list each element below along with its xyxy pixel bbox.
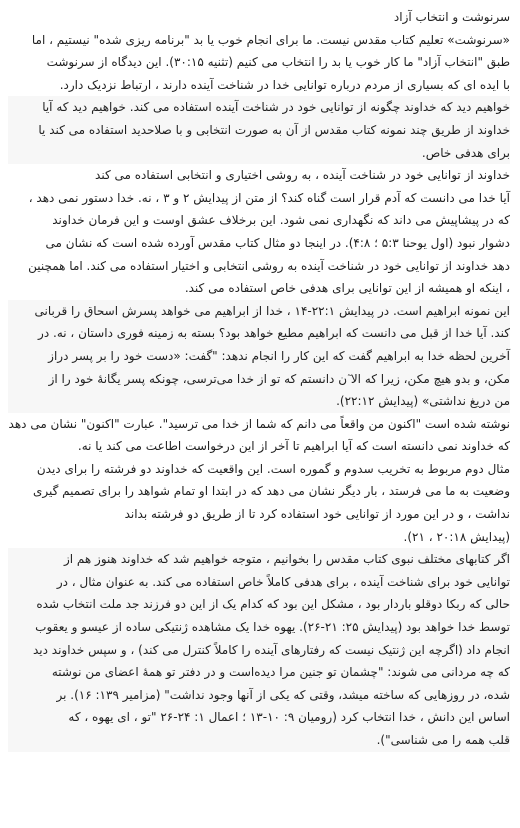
text-line: قلب همه را می شناسی"). xyxy=(376,733,510,747)
paragraph xyxy=(8,164,510,300)
text-line: خداوند از توانایی خود در شناخت آینده ، به روشی اختیاری و انتخابی استفاده می کند xyxy=(95,168,510,183)
text-line: اگر کتابهای مختلف نبوی کتاب مقدس را بخوانیم ، متوجه خواهیم شد که خداوند هنوز هم از xyxy=(63,552,510,567)
text-line: مکن، و بدو هیچ مکن، زیرا که الا ٓن دانستم که تو از خدا می‌ترسی، چونکه پسر یگانۀ خود را از xyxy=(48,371,510,386)
text-line: اساس این دانش ، خدا انتخاب کرد (رومیان ۹: ۱۰-۱۳ ؛ اعمال ۱: ۲۴-۲۶ "تو ، ای یهوه ، که xyxy=(68,710,510,725)
paragraph xyxy=(8,458,510,548)
text-line: (پیدایش ۲۰:۱۸ ، ۲۱). xyxy=(403,529,510,544)
text-line: برای هدفی خاص. xyxy=(421,145,510,160)
text-line: توانایی خود برای شناخت آینده ، برای هدفی کاملاً خاص استفاده می کند. به عنوان مثال ، در xyxy=(56,574,510,589)
document-body xyxy=(8,29,510,752)
paragraph xyxy=(8,300,510,413)
text-line: «سرنوشت» تعلیم کتاب مقدس نیست. ما برای انجام خوب یا بد "برنامه ریزی شده" نیستیم ، اما xyxy=(31,32,510,47)
paragraph xyxy=(8,548,510,751)
text-line: انجام داد (اگرچه این ژنتیک نیست که رفتارهای آینده را کاملاً کنترل می کند) ، و سپس خداوند دید xyxy=(32,642,510,657)
text-line: خواهیم دید که خداوند چگونه از توانایی خود در شناخت آینده استفاده می کند. خواهیم دید که آیا xyxy=(42,100,510,115)
text-line: من دریغ نداشتی» (پیدایش ۲۲:۱۲). xyxy=(336,394,510,409)
text-line: نوشته شده است "اکنون من واقعاً می دانم که شما از خدا می ترسید". عبارت "اکنون" نشان می دهد xyxy=(8,416,510,431)
text-line: آیا خدا می دانست که آدم قرار است گناه کند؟ از متن از پیدایش ۲ و ۳ ، نه. خدا دستور نمی دهد ، xyxy=(28,190,510,205)
text-line: وضعیت به ما می فرستد ، بار دیگر نشان می دهد که در ابتدا او تمام شواهد را برای تصمیم گیری xyxy=(33,484,510,499)
text-line: که خداوند نمی دانسته است که آیا ابراهیم تا آخر از این درخواست اطاعت می کند یا نه. xyxy=(77,439,510,454)
paragraph xyxy=(8,413,510,458)
text-line: ، اینکه او همیشه از این توانایی برای هدفی خاص استفاده می کند. xyxy=(184,281,510,296)
text-line: که در پیشاپیش می داند که نگهداری نمی شود. این برخلاف عشق اوست و این فرمان خداوند xyxy=(52,213,510,228)
text-line: خداوند از طریق چند نمونه کتاب مقدس از آن به صورت انتخابی و با صلاحدید استفاده می کند یا xyxy=(38,122,510,137)
text-line: توسط خدا خواهد بود (پیدایش ۲۵: ۲۱-۲۶). یهوه خدا یک مشاهده ژنتیکی ساده از عیسو و یعقوب xyxy=(35,620,510,635)
text-line: شده، در روزهایی که ساخته میشد، وقتی که یکی از آنها وجود نداشت" (مزامیر ۱۳۹: ۱۶). بر xyxy=(56,687,510,702)
text-line: دشوار نبود (اول یوحنا ۵:۳ ؛ ۴:۸). در اینجا دو مثال کتاب مقدس آورده شده است که نشان می xyxy=(45,235,510,250)
text-line: مثال دوم مربوط به تخریب سدوم و گموره است. این واقعیت که خداوند دو فرشته را برای دیدن xyxy=(36,461,510,476)
text-line: کند. آیا خدا از قبل می دانست که ابراهیم مطیع خواهد بود؟ بسته به زمینه فوری داستان ، نه. در xyxy=(38,326,510,341)
text-line: این نمونه ابراهیم است. در پیدایش ۲۲:۱-۱۴ ، خدا از ابراهیم می خواهد پسرش اسحاق را قربانی xyxy=(34,303,510,318)
text-line: طبق "انتخاب آزاد" ما کار خوب یا بد را انتخاب می کنیم (تثنیه ۳۰:۱۵). این دیدگاه از سرنوشت xyxy=(46,55,510,70)
text-line: که چه مردانی می شوند: "چشمان تو جنین مرا دیده‌است و در دفتر تو همهٔ اعضای من نوشته xyxy=(51,665,510,680)
text-line: آخرین لحظه خدا به ابراهیم گفت که این کار را انجام ندهد: "گفت: «دست خود را بر پسر دراز xyxy=(48,348,510,363)
text-line: نداشت ، و در این مورد از توانایی خود استفاده کرد تا از طریق دو فرشته بداند xyxy=(124,507,510,522)
text-line: دهد خداوند از توانایی خود در شناخت آینده به روشی انتخابی و اختیار استفاده می کند. اما همچنین xyxy=(28,258,510,273)
paragraph xyxy=(8,29,510,97)
document-title: سرنوشت و انتخاب آزاد xyxy=(393,10,510,24)
text-line: حالی که ربکا دوقلو باردار بود ، مشکل این بود که کدام یک از این دو فرزند جد ملت انتخاب شده xyxy=(36,597,510,612)
text-line: با ایده ای که بسیاری از مردم درباره توانایی خدا در شناخت آینده دارند ، ارتباط نزدیک دارد. xyxy=(59,77,510,92)
paragraph xyxy=(8,96,510,164)
